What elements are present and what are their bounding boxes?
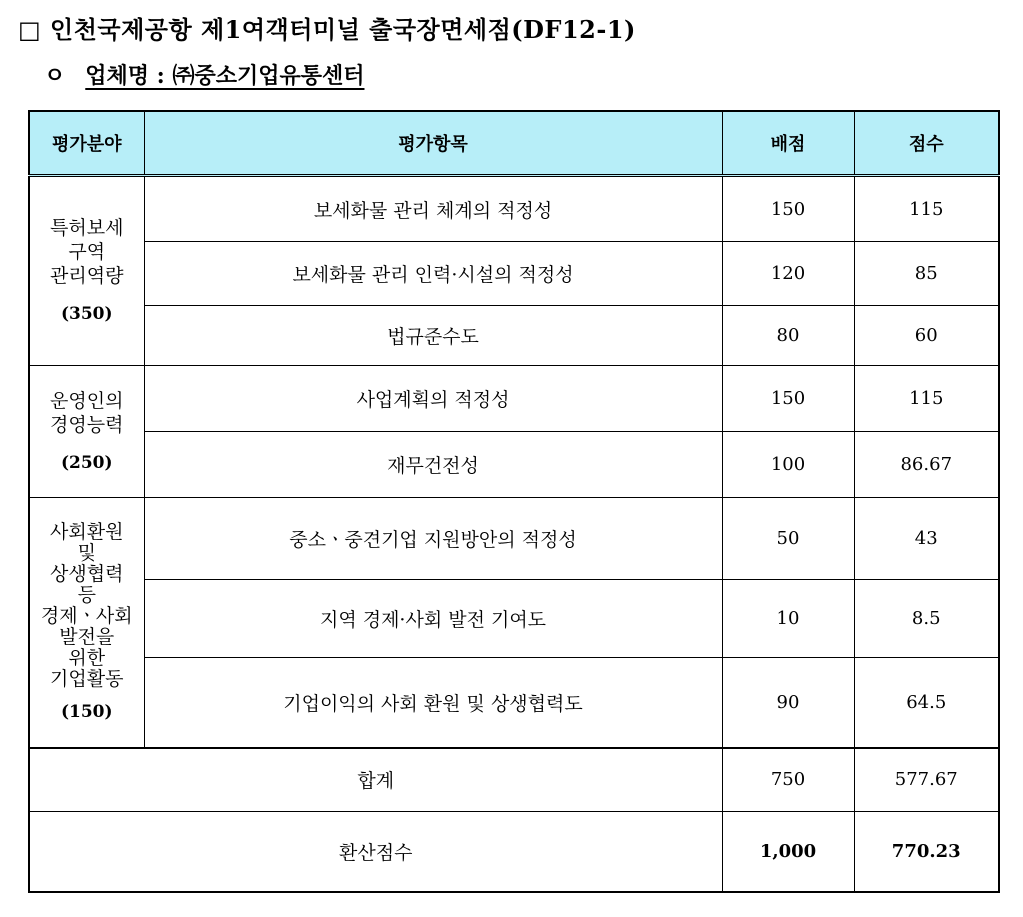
header-max-points: 배점 bbox=[722, 111, 854, 176]
category-text: 상생협력 bbox=[50, 562, 124, 585]
converted-max: 1,000 bbox=[722, 812, 854, 892]
category-text: 기업활동 bbox=[50, 667, 124, 690]
total-score: 577.67 bbox=[854, 748, 999, 812]
category-text: 구역 bbox=[68, 241, 106, 263]
item-cell: 보세화물 관리 인력·시설의 적정성 bbox=[144, 242, 722, 306]
item-cell: 사업계획의 적정성 bbox=[144, 366, 722, 432]
max-cell: 150 bbox=[722, 176, 854, 242]
table-row bbox=[29, 242, 999, 306]
header-score: 점수 bbox=[854, 111, 999, 176]
table-row bbox=[29, 498, 999, 580]
company-line bbox=[44, 58, 364, 94]
max-cell: 100 bbox=[722, 432, 854, 498]
category-text: 경제ㆍ사회 bbox=[40, 604, 133, 627]
category-text: 특허보세 bbox=[50, 217, 124, 239]
evaluation-table bbox=[28, 110, 1000, 893]
page-title: □ 인천국제공항 제1여객터미널 출국장면세점(DF12-1) bbox=[18, 15, 636, 44]
score-cell: 85 bbox=[854, 242, 999, 306]
total-row bbox=[29, 748, 999, 812]
bullet-marker: ㅇ bbox=[44, 63, 66, 89]
max-cell: 150 bbox=[722, 366, 854, 432]
header-category: 평가분야 bbox=[29, 111, 144, 176]
category-text: 발전을 bbox=[59, 625, 115, 648]
category-text: 관리역량 bbox=[50, 265, 124, 287]
max-cell: 120 bbox=[722, 242, 854, 306]
header-row bbox=[29, 111, 999, 176]
score-cell: 8.5 bbox=[854, 580, 999, 658]
category-text: 등 bbox=[77, 583, 96, 606]
category-points: (350) bbox=[60, 304, 113, 324]
item-cell: 기업이익의 사회 환원 및 상생협력도 bbox=[144, 658, 722, 748]
max-cell: 10 bbox=[722, 580, 854, 658]
category-cell bbox=[29, 366, 144, 498]
category-text: 운영인의 bbox=[50, 389, 124, 412]
converted-label: 환산점수 bbox=[29, 812, 722, 892]
category-cell bbox=[29, 176, 144, 366]
converted-row bbox=[29, 812, 999, 892]
item-cell: 법규준수도 bbox=[144, 306, 722, 366]
company-name: 업체명 : ㈜중소기업유통센터 bbox=[85, 63, 365, 89]
score-cell: 86.67 bbox=[854, 432, 999, 498]
table-row bbox=[29, 580, 999, 658]
table-row bbox=[29, 366, 999, 432]
header-item: 평가항목 bbox=[144, 111, 722, 176]
category-points: (150) bbox=[60, 701, 113, 722]
item-cell: 지역 경제·사회 발전 기여도 bbox=[144, 580, 722, 658]
converted-score: 770.23 bbox=[854, 812, 999, 892]
category-text: 및 bbox=[77, 541, 96, 564]
category-text: 사회환원 bbox=[50, 520, 124, 543]
max-cell: 90 bbox=[722, 658, 854, 748]
category-text: 위한 bbox=[68, 646, 106, 669]
table-row bbox=[29, 432, 999, 498]
max-cell: 50 bbox=[722, 498, 854, 580]
category-cell bbox=[29, 498, 144, 748]
table-row bbox=[29, 306, 999, 366]
score-cell: 64.5 bbox=[854, 658, 999, 748]
table-row bbox=[29, 658, 999, 748]
score-cell: 115 bbox=[854, 366, 999, 432]
item-cell: 재무건전성 bbox=[144, 432, 722, 498]
category-text: 경영능력 bbox=[50, 413, 124, 436]
max-cell: 80 bbox=[722, 306, 854, 366]
score-cell: 60 bbox=[854, 306, 999, 366]
item-cell: 보세화물 관리 체계의 적정성 bbox=[144, 176, 722, 242]
score-cell: 43 bbox=[854, 498, 999, 580]
item-cell: 중소ㆍ중견기업 지원방안의 적정성 bbox=[144, 498, 722, 580]
total-max: 750 bbox=[722, 748, 854, 812]
category-points: (250) bbox=[60, 452, 113, 473]
score-cell: 115 bbox=[854, 176, 999, 242]
total-label: 합계 bbox=[29, 748, 722, 812]
table-row bbox=[29, 176, 999, 242]
